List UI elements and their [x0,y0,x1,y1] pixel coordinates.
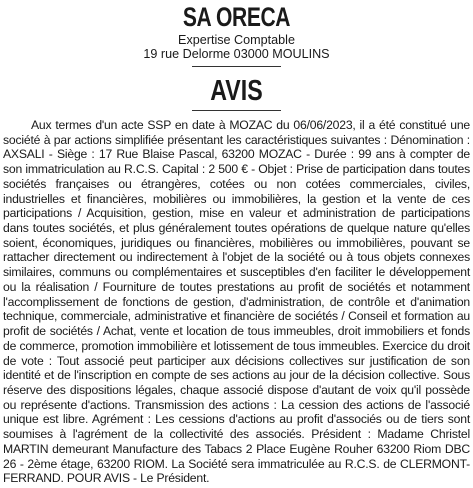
divider-bottom [192,110,281,111]
notice-title: AVIS [210,75,263,107]
divider-top [192,66,281,67]
company-address: 19 rue Delorme 03000 MOULINS [143,47,330,61]
company-name: SA ORECA [182,2,291,32]
notice-body: Aux termes d'un acte SSP en date à MOZAC du 06/06/2023, il a été constitué une société à par actions simplifiée présentant les caractéristiques suivantes : Dénomination : AXSALI - Siège : 17 Rue Blaise Pascal, 63200 MOZAC - Durée : 99 ans à compter de son immatriculation au R.C.S. Capital : 2 500 € - Objet : Prise de participation dans toutes sociétés françaises ou étrangères, cotées ou non cotées commerciales, civiles, industrielles et financières, mobilières ou immobilières, la gestion et la vente de ces participations / Acquisition, gestion, mise en valeur et administration de participations dans toutes sociétés, et plus généralement toutes opérations de quelque nature qu'elles soient, économiques, juridiques ou financières, mobilières ou immobilières, pouvant se rattacher directement ou indirectement à l'objet de la société ou à tous objets connexes similaires, communs ou complémentaires et susceptibles d'en faciliter le développement ou la réalisation / Fourniture de toutes prestations au profit de sociétés et notamment l'accomplissement de fonctions de gestion, d'administration, de contrôle et d'animation technique, commerciale, administrative et financière de sociétés / Conseil et formation au profit de sociétés / Achat, vente et location de tous immeubles, droit immobiliers et fonds de commerce, promotion immobilière et lotissement de tous immeubles. Exercice du droit de vote : Tout associé peut participer aux décisions collectives sur justification de son identité et de l'inscription en compte de ses actions au jour de la décision collective. Sous réserve des dispositions légales, chaque associé dispose d'autant de voix qu'il possède ou représente d'actions. Transmission des actions : La cession des actions de l'associé unique est libre. Agrément : Les cessions d'actions au profit d'associés ou de tiers sont soumises à l'agrément de la collectivité des associés. Président : Madame Christel MARTIN demeurant Manufacture des Tabacs 2 Place Eugène Rouher 63200 Riom DBC 26 - 2ème étage, 63200 RIOM. La Société sera immatriculée au R.C.S. de CLERMONT-FERRAND. POUR AVIS - Le Président. [3,118,470,486]
company-activity: Expertise Comptable [178,33,295,47]
